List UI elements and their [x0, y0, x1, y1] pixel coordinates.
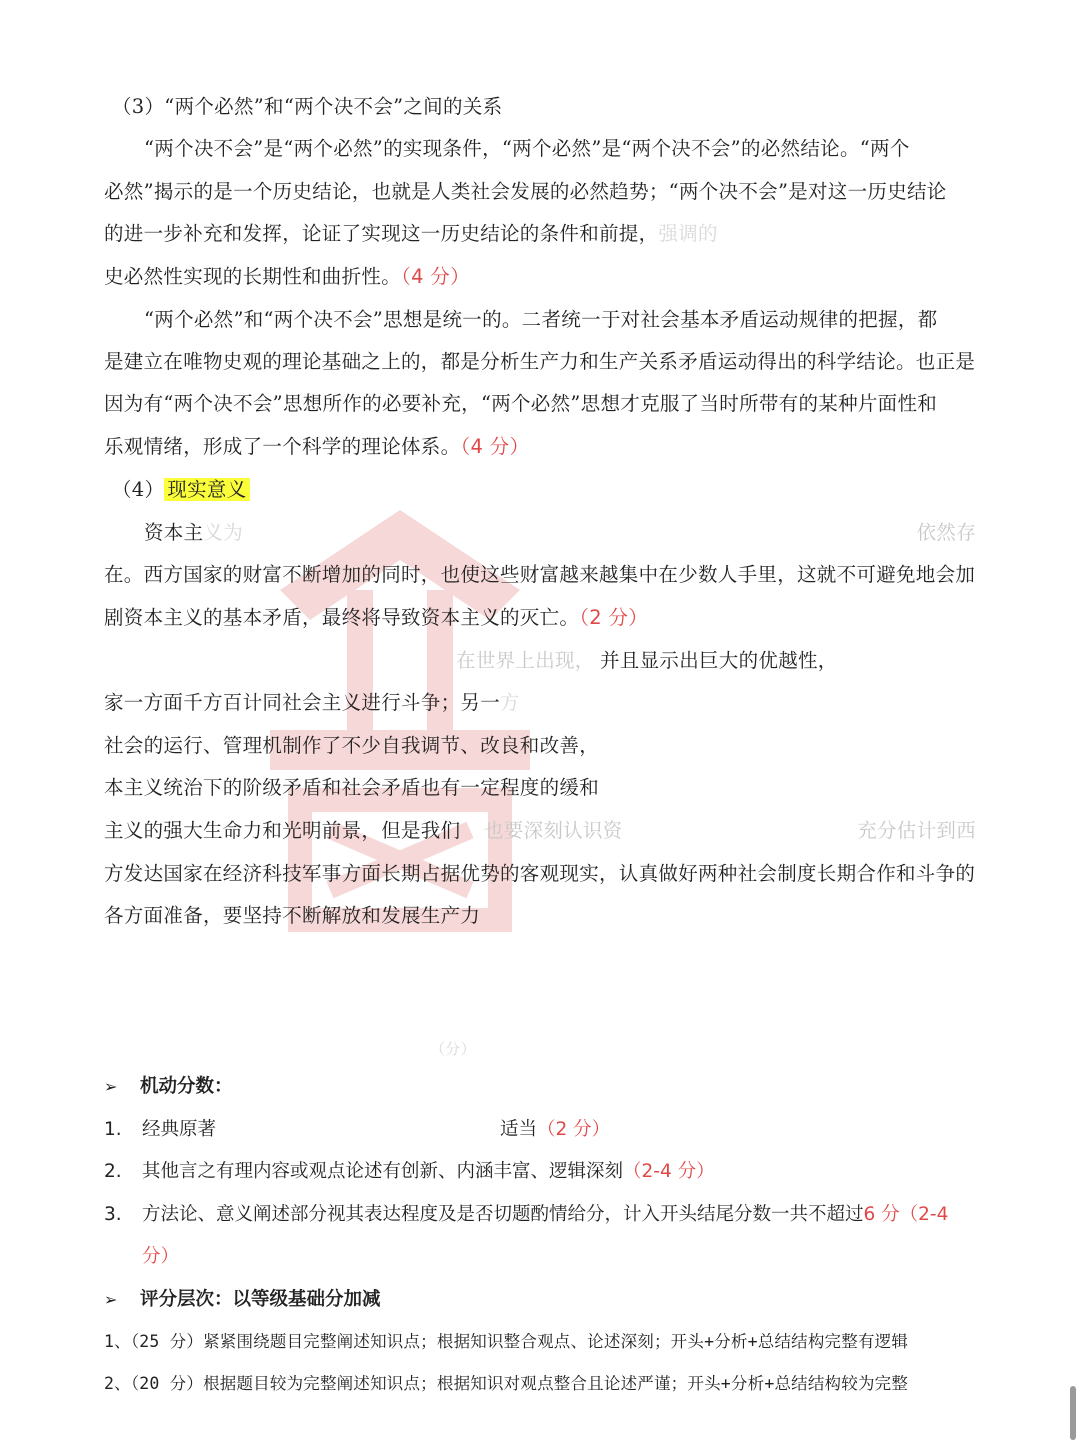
section-4-heading	[112, 469, 984, 511]
score-label: （2 分）	[537, 1119, 611, 1140]
paragraph-line: 因为有“两个决不会”思想所作的必要补充，“两个必然”思想才克服了当时所带有的某种片面性和	[104, 392, 938, 415]
paragraph-line	[144, 512, 976, 554]
paragraph-line: 必然”揭示的是一个历史结论，也就是人类社会发展的必然趋势；“两个决不会”是对这一历史结论	[104, 180, 947, 203]
paragraph-line: “两个决不会”是“两个必然”的实现条件，“两个必然”是“两个决不会”的必然结论。“两个	[144, 137, 910, 160]
bonus-item-3	[104, 1194, 976, 1236]
heading-text: 机动分数：	[140, 1076, 233, 1097]
bonus-heading	[104, 1066, 976, 1108]
faded-text: 充分估计到西	[857, 819, 976, 842]
paragraph-line: 是建立在唯物史观的理论基础之上的，都是分析生产力和生产关系矛盾运动得出的科学结论。也正是	[104, 350, 976, 373]
paragraph-line: 本主义统治下的阶级矛盾和社会矛盾也有一定程度的缓和	[104, 776, 600, 799]
item-text: 适当（2 分）	[500, 1119, 611, 1140]
bonus-item-3-cont	[142, 1236, 1014, 1278]
paragraph-text: 家一方面千方百计同社会主义进行斗争；另一	[104, 691, 501, 714]
paragraph-line	[104, 597, 976, 639]
paragraph-text: 的进一步补充和发挥，论证了实现这一历史结论的条件和前提，	[104, 222, 659, 245]
faded-text: 依然存	[916, 521, 976, 544]
score-label: （2 分）	[579, 606, 649, 629]
paragraph-text: 剧资本主义的基本矛盾，最终将导致资本主义的灭亡。	[104, 606, 580, 629]
paragraph-line: “两个必然”和“两个决不会”思想是统一的。二者统一于对社会基本矛盾运动规律的把握，都	[144, 308, 938, 331]
faded-score	[430, 1028, 530, 1070]
item-number: 1.	[104, 1119, 122, 1140]
score-label: 分）	[142, 1246, 180, 1267]
paragraph-text: 乐观情绪，形成了一个科学的理论体系。	[104, 435, 461, 458]
heading-prefix: （4）	[112, 478, 165, 501]
faded-text: 义为	[203, 521, 244, 544]
faded-text: （分）	[430, 1040, 476, 1058]
paragraph-text: 资本主	[144, 521, 204, 544]
faded-text: 也要深刻认识资	[484, 819, 623, 842]
bonus-item-2	[104, 1151, 976, 1193]
section-3-heading: （3）“两个必然”和“两个决不会”之间的关系	[112, 95, 503, 118]
paragraph-line: 在。西方国家的财富不断增加的同时，也使这些财富越来越集中在少数人手里，这就不可避免地会加	[104, 563, 976, 586]
item-text: 经典原著	[142, 1119, 217, 1140]
item-number: 2.	[104, 1161, 122, 1182]
paragraph-line: 社会的运行、管理机制作了不少自我调节、改良和改善，	[104, 734, 600, 757]
level-item: 1、（25 分）紧紧围绕题目完整阐述知识点；根据知识整合观点、论述深刻；开头+分析+总结结构完整有逻辑	[104, 1332, 909, 1351]
paragraph-line	[104, 810, 976, 852]
score-label: （4 分）	[401, 265, 470, 288]
level-item: 2、（20 分）根据题目较为完整阐述知识点；根据知识对观点整合且论述严谨；开头+分析+总结结构较为完整	[104, 1374, 909, 1393]
paragraph-line	[104, 256, 976, 298]
item-text: 方法论、意义阐述部分视其表达程度及是否切题酌情给分，计入开头结尾分数一共不超过	[142, 1204, 864, 1225]
paragraph-line: 各方面准备，要坚持不断解放和发展生产力	[104, 904, 481, 927]
faded-text: 在世界上出现，	[456, 649, 595, 672]
paragraph-text: 并且显示出巨大的优越性，	[600, 649, 838, 672]
paragraph-text: 史必然性实现的长期性和曲折性。	[104, 265, 402, 288]
scrollbar-thumb[interactable]	[1070, 1386, 1076, 1440]
highlighted-heading: 现实意义	[164, 478, 249, 501]
paragraph-text: 主义的强大生命力和光明前景，但是我们	[104, 819, 461, 842]
score-label: （2-4 分）	[623, 1161, 715, 1182]
arrow-bullet-icon: ➢	[104, 1290, 118, 1309]
item-number: 3.	[104, 1204, 122, 1225]
paragraph-line	[104, 213, 976, 255]
score-label: （4 分）	[460, 435, 530, 458]
arrow-bullet-icon: ➢	[104, 1077, 118, 1096]
paragraph-line: 方发达国家在经济科技军事方面长期占据优势的客观现实，认真做好两种社会制度长期合作和斗争的	[104, 862, 976, 885]
levels-heading	[104, 1279, 976, 1321]
heading-text: 评分层次：以等级基础分加减	[140, 1289, 381, 1310]
faded-text: 方	[500, 691, 520, 714]
score-label: 6 分（2-4	[863, 1204, 949, 1225]
item-text: 其他言之有理内容或观点论述有创新、内涵丰富、逻辑深刻	[142, 1161, 624, 1182]
paragraph-line	[104, 426, 976, 468]
bonus-item-1	[104, 1109, 976, 1151]
faded-text: 强调的	[658, 222, 718, 245]
paragraph-line	[104, 682, 976, 724]
